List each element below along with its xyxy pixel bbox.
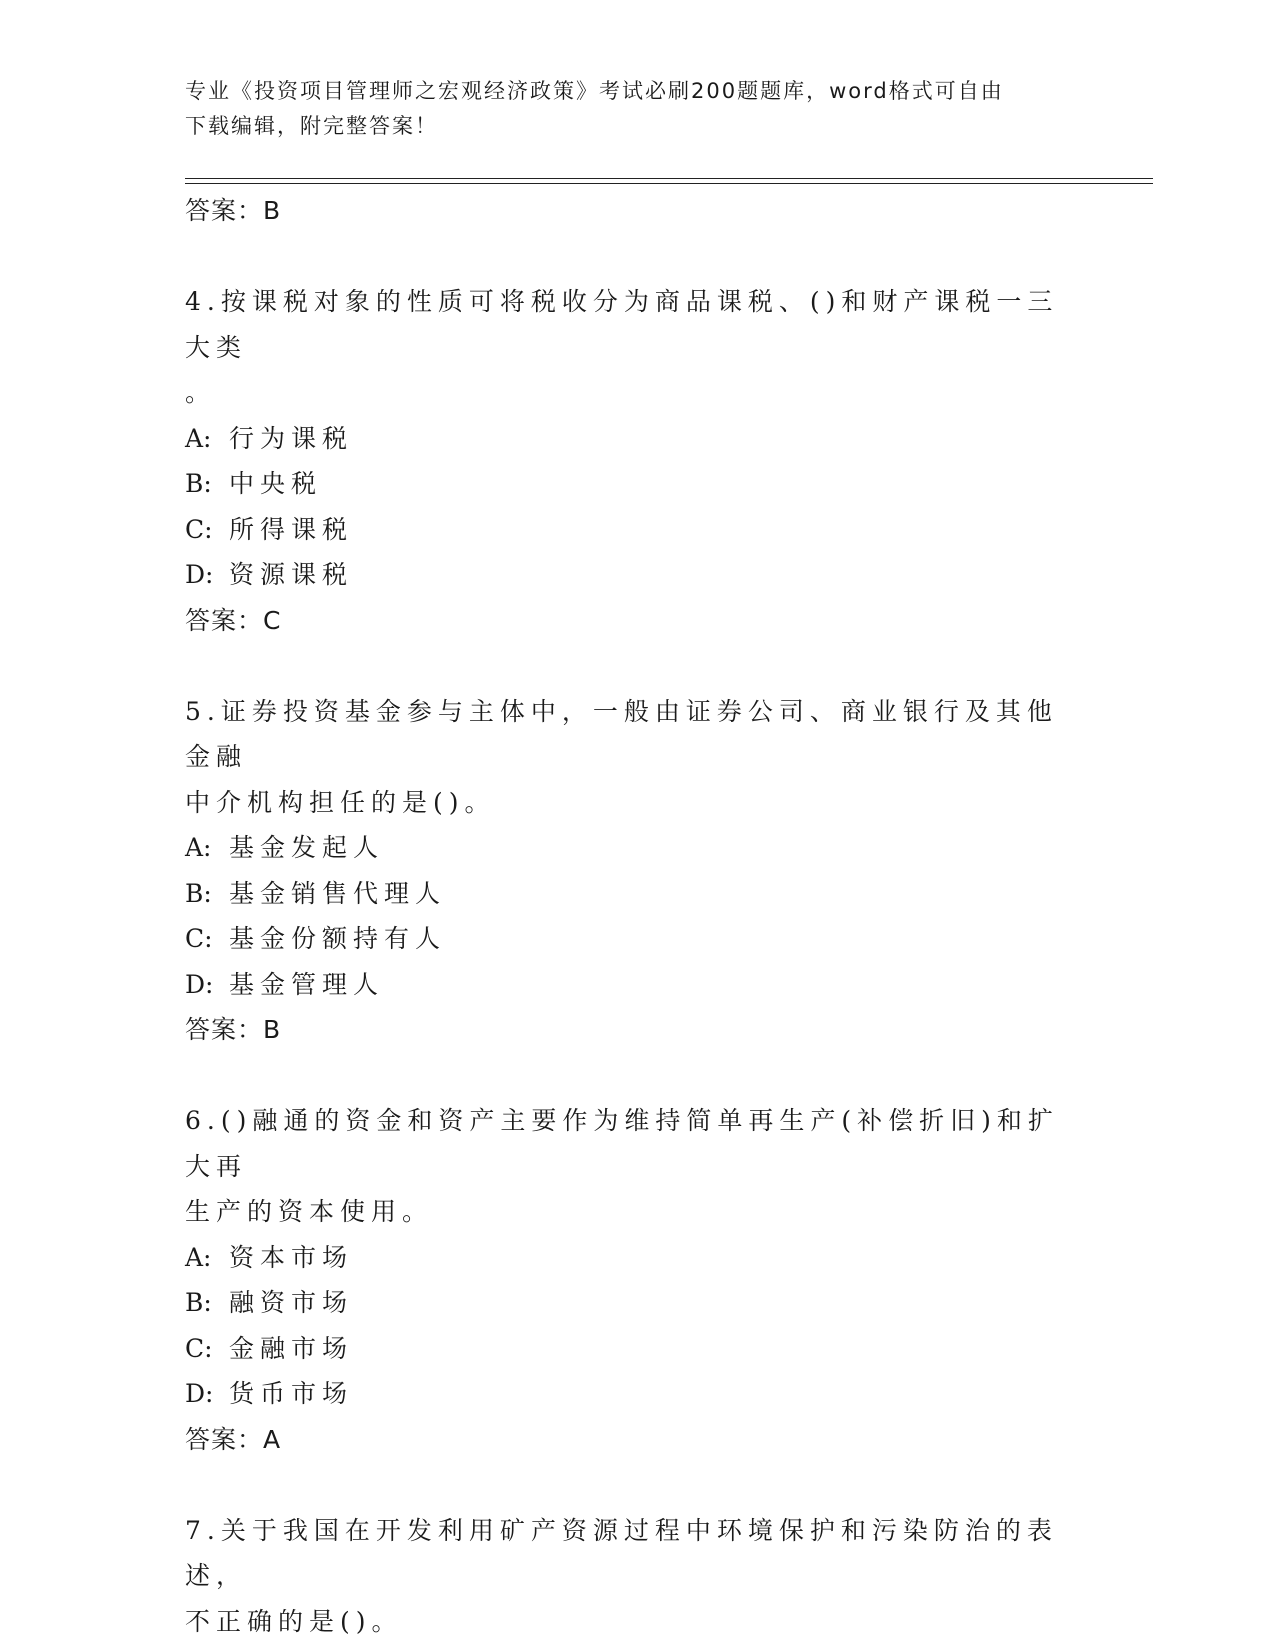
option-letter: A:: [185, 423, 212, 453]
question-6-answer: 答案：A: [185, 1424, 282, 1454]
option-text: 基金份额持有人: [229, 924, 447, 953]
option-letter: D:: [185, 969, 214, 999]
question-6-option-a: [185, 1235, 1065, 1281]
question-6-text-line-2: 生产的资本使用。: [185, 1197, 434, 1226]
question-4-option-c: [185, 507, 1065, 553]
option-letter: D:: [185, 1379, 214, 1408]
question-5-option-d: [185, 962, 1065, 1008]
option-text: 融资市场: [229, 1288, 354, 1317]
document-body: [185, 188, 1065, 1644]
option-text: 中央税: [229, 469, 323, 498]
question-5-answer: 答案：B: [185, 1015, 282, 1044]
option-text: 资源课税: [229, 560, 354, 589]
question-5-option-a: [185, 825, 1065, 871]
question-7-text-line-1: 7.关于我国在开发利用矿产资源过程中环境保护和污染防治的表述，: [185, 1515, 1058, 1590]
question-4-option-a: [185, 416, 1065, 462]
option-letter: D:: [185, 560, 214, 589]
option-letter: A:: [185, 833, 212, 862]
question-5-option-c: [185, 916, 1065, 962]
option-text: 基金销售代理人: [229, 878, 447, 908]
header-line-1: 专业《投资项目管理师之宏观经济政策》考试必刷200题题库，word格式可自由: [185, 79, 1004, 103]
question-4-option-b: [185, 461, 1065, 507]
question-7-text-line-2: 不正确的是()。: [185, 1606, 403, 1636]
option-text: 金融市场: [229, 1333, 354, 1363]
answer-previous-question: 答案：B: [185, 196, 282, 225]
question-6-option-d: [185, 1371, 1065, 1417]
question-6-option-c: [185, 1326, 1065, 1372]
question-4-answer: 答案：C: [185, 605, 282, 635]
option-text: 基金发起人: [229, 833, 385, 862]
header-rule-top: [185, 178, 1153, 179]
question-4: [185, 279, 1065, 644]
header-rule-bottom: [185, 183, 1153, 184]
question-4-text-line-2: 。: [185, 378, 217, 407]
question-5-option-b: [185, 871, 1065, 917]
option-letter: C:: [185, 514, 213, 544]
question-6-option-b: [185, 1280, 1065, 1326]
document-header: [185, 74, 1065, 144]
option-text: 资本市场: [229, 1242, 354, 1272]
option-text: 基金管理人: [229, 969, 385, 999]
question-4-option-d: [185, 552, 1065, 598]
question-5: [185, 689, 1065, 1054]
question-5-text-line-1: 5.证券投资基金参与主体中，一般由证券公司、商业银行及其他金融: [185, 696, 1058, 771]
option-text: 所得课税: [229, 514, 354, 544]
option-letter: A:: [185, 1242, 212, 1272]
question-6-text-line-1: 6.()融通的资金和资产主要作为维持简单再生产(补偿折旧)和扩大再: [185, 1106, 1059, 1181]
option-letter: B:: [185, 469, 212, 498]
option-letter: B:: [185, 1288, 212, 1317]
option-text: 货币市场: [229, 1379, 354, 1408]
option-letter: C:: [185, 1333, 213, 1363]
option-text: 行为课税: [229, 423, 354, 453]
question-5-text-line-2: 中介机构担任的是()。: [185, 787, 496, 817]
question-7: [185, 1508, 1065, 1645]
option-letter: C:: [185, 924, 213, 953]
question-6: [185, 1098, 1065, 1463]
header-line-2: 下载编辑，附完整答案！: [185, 114, 438, 138]
question-4-text-line-1: 4.按课税对象的性质可将税收分为商品课税、()和财产课税一三大类: [185, 287, 1059, 362]
option-letter: B:: [185, 878, 212, 908]
